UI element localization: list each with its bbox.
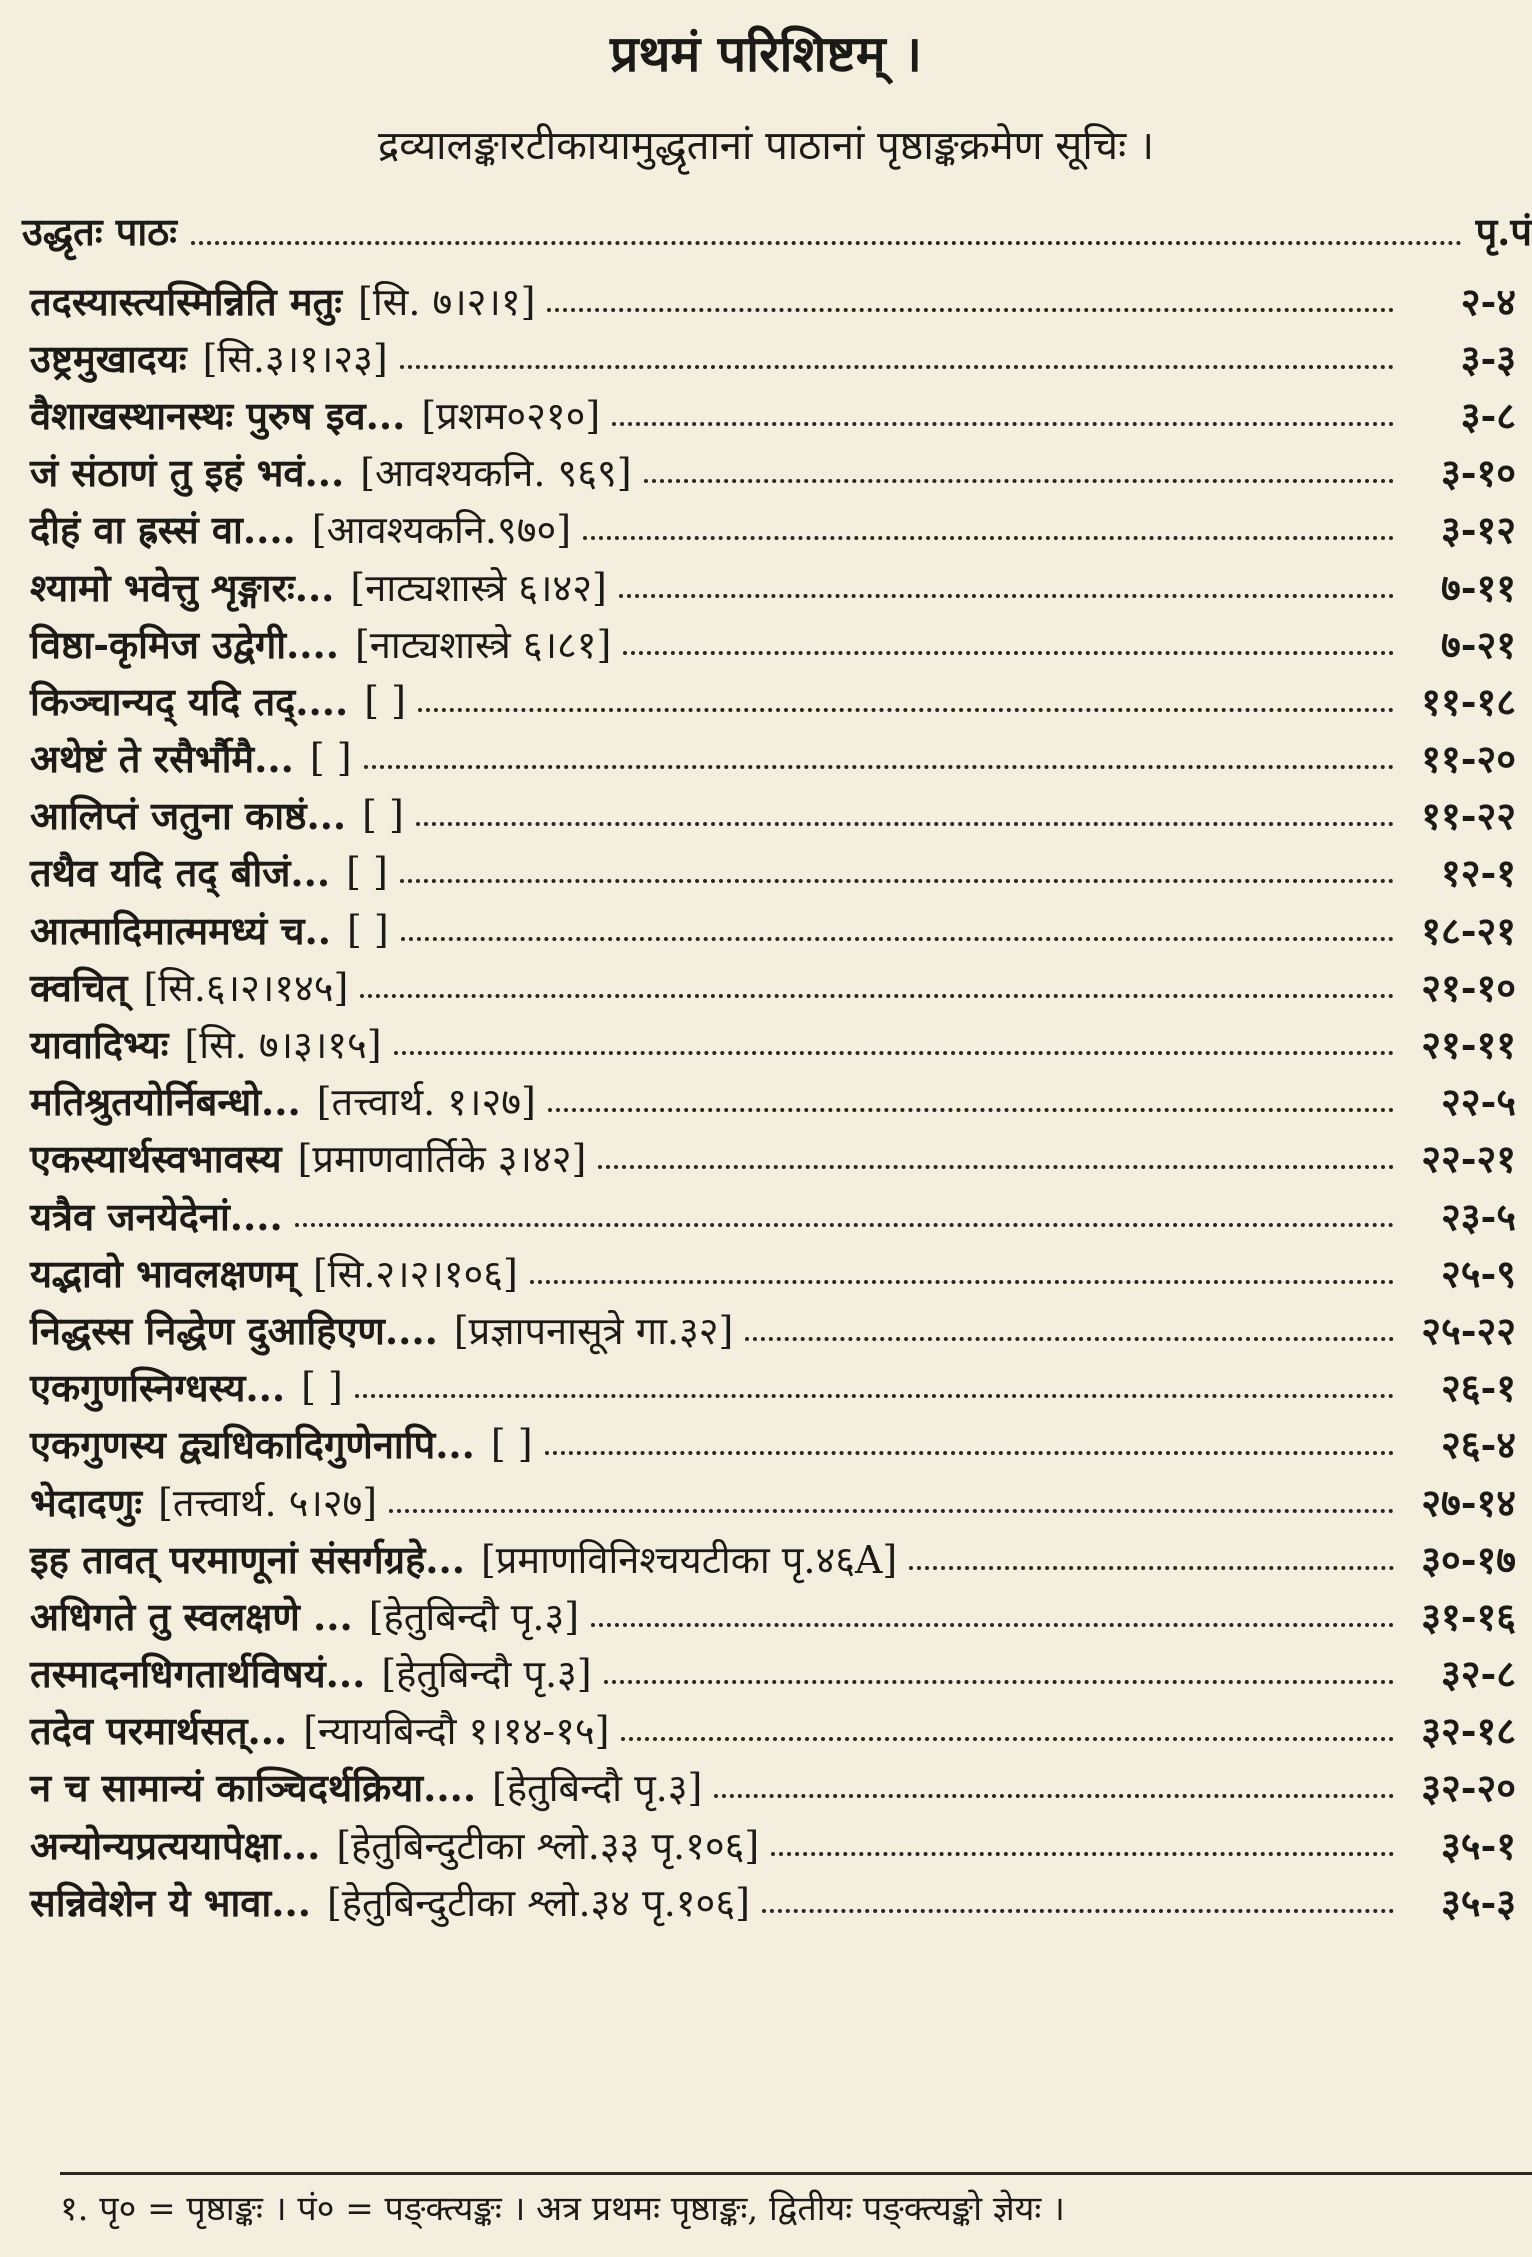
source-reference: [प्रशम०२१०]: [421, 393, 601, 438]
header-page-line: पृ.पं: [1475, 209, 1532, 254]
page-line-number: २२-२१: [1421, 1136, 1516, 1182]
list-item: [0, 1816, 1532, 1873]
quoted-text: आलिप्तं जतुना काष्ठं...: [30, 793, 347, 839]
dot-leader: [771, 1852, 1394, 1856]
page-line-number: २५-२२: [1421, 1307, 1516, 1353]
dot-leader: [623, 651, 1394, 655]
source-reference: [ ]: [490, 1422, 533, 1467]
page-line-number: २१-११: [1421, 1022, 1516, 1068]
footnote: १. पृ० = पृष्ठाङ्कः । पं० = पङ्क्त्यङ्कः । अत्र प्रथमः पृष्ठाङ्कः, द्वितीयः पङ्क्त्यङ्को ज्ञेयः ।: [60, 2189, 1065, 2229]
list-item: [0, 1301, 1532, 1358]
list-item: [0, 1587, 1532, 1644]
source-reference: [तत्त्वार्थ. ५।२७]: [158, 1480, 378, 1525]
dot-leader: [621, 1737, 1394, 1741]
dot-leader: [394, 1051, 1394, 1055]
dot-leader: [295, 1223, 1394, 1227]
page-line-number: ३-१२: [1440, 507, 1516, 553]
page-line-number: ३५-३: [1440, 1879, 1516, 1925]
list-item: [0, 386, 1532, 443]
dot-leader: [545, 1451, 1394, 1455]
quoted-text: जं संठाणं तु इहं भवं...: [30, 450, 345, 496]
page-line-number: २७-१४: [1421, 1479, 1516, 1525]
quoted-text: एकगुणस्य द्व्यधिकादिगुणेनापि...: [30, 1422, 475, 1468]
list-item: [0, 329, 1532, 386]
dot-leader: [418, 708, 1394, 712]
quoted-text: श्यामो भवेत्तु शृङ्गारः...: [30, 564, 335, 610]
list-item: [0, 558, 1532, 615]
list-item: [0, 1073, 1532, 1130]
page-line-number: ३-३: [1460, 335, 1516, 381]
page-line-number: ३२-२०: [1421, 1765, 1516, 1811]
source-reference: [हेतुबिन्दौ पृ.३]: [492, 1766, 703, 1811]
page-line-number: २१-१०: [1421, 964, 1516, 1010]
quoted-text: उष्ट्रमुखादयः: [30, 335, 187, 381]
dot-leader: [619, 594, 1394, 598]
dot-leader: [355, 1394, 1394, 1398]
source-reference: [नाट्यशास्त्रे ६।४२]: [350, 565, 607, 610]
quoted-text: वैशाखस्थानस्थः पुरुष इव...: [30, 392, 406, 438]
page-line-number: २६-१: [1440, 1365, 1516, 1411]
source-reference: [आवश्यकनि.९७०]: [311, 508, 572, 553]
page-line-number: ३५-१: [1440, 1822, 1516, 1868]
source-reference: [सि. ७।२।१]: [358, 279, 536, 324]
page-line-number: २-४: [1460, 278, 1516, 324]
list-item: [0, 844, 1532, 901]
source-reference: [ ]: [301, 1365, 343, 1410]
quoted-text: भेदादणुः: [30, 1479, 143, 1525]
quoted-text: यावादिभ्यः: [30, 1022, 169, 1068]
quoted-text: दीहं वा ह्रस्सं वा....: [30, 507, 296, 553]
list-item: [0, 501, 1532, 558]
list-item: [0, 787, 1532, 844]
quoted-text: एकगुणस्निग्धस्य...: [30, 1365, 286, 1411]
page-line-number: ३०-१७: [1421, 1536, 1516, 1582]
dot-leader: [400, 365, 1394, 369]
dot-leader: [416, 822, 1394, 826]
page-line-number: ३२-८: [1440, 1651, 1516, 1697]
list-item: [0, 1473, 1532, 1530]
page-title: प्रथमं परिशिष्टम् ।: [610, 24, 922, 83]
dot-leader: [547, 308, 1394, 312]
source-reference: [सि. ७।३।१५]: [184, 1023, 382, 1068]
source-reference: [हेतुबिन्दुटीका श्लो.३३ पृ.१०६]: [336, 1823, 760, 1868]
dot-leader: [644, 479, 1394, 483]
page-line-number: ३-१०: [1440, 450, 1516, 496]
quoted-text: निद्धस्स निद्धेण दुआहिएण....: [30, 1307, 438, 1353]
page-line-number: २३-५: [1440, 1193, 1516, 1239]
dot-leader: [714, 1794, 1394, 1798]
quoted-text: एकस्यार्थस्वभावस्य: [30, 1136, 282, 1182]
header-quoted-text: उद्धृतः पाठः: [22, 209, 177, 254]
quoted-text: आत्मादिमात्ममध्यं च..: [30, 907, 331, 953]
source-reference: [ ]: [309, 736, 352, 781]
dot-leader: [598, 1165, 1394, 1169]
page-line-number: २५-९: [1440, 1250, 1516, 1296]
list-item: [0, 672, 1532, 729]
source-reference: [नाट्यशास्त्रे ६।८१]: [354, 622, 612, 667]
quoted-text: तदेव परमार्थसत्...: [30, 1708, 288, 1754]
page-line-number: ३-८: [1460, 392, 1516, 438]
source-reference: [प्रमाणवार्तिके ३।४२]: [297, 1137, 587, 1182]
quoted-text: अथेष्टं ते रसैर्भौमै...: [30, 736, 294, 782]
quoted-text: किञ्चान्यद् यदि तद्....: [30, 678, 349, 724]
quoted-text: सन्निवेशेन ये भावा...: [30, 1879, 311, 1925]
dot-leader: [909, 1566, 1394, 1570]
source-reference: [आवश्यकनि. ९६९]: [360, 451, 632, 496]
dot-leader: [364, 765, 1394, 769]
list-item: [0, 730, 1532, 787]
quoted-text: तदस्यास्त्यस्मिन्निति मतुः: [30, 278, 342, 324]
dot-leader: [762, 1909, 1394, 1913]
list-item: [0, 1702, 1532, 1759]
footnote-divider: [60, 2172, 1532, 2175]
index-list: [0, 272, 1532, 1930]
source-reference: [हेतुबिन्दौ पृ.३]: [381, 1652, 592, 1697]
source-reference: [हेतुबिन्दौ पृ.३]: [368, 1594, 580, 1639]
page-subtitle: द्रव्यालङ्कारटीकायामुद्धृतानां पाठानां पृष्ठाङ्कक्रमेण सूचिः ।: [377, 123, 1155, 169]
list-item: [0, 1416, 1532, 1473]
source-reference: [प्रमाणविनिश्चयटीका पृ.४६A]: [480, 1537, 898, 1582]
list-item: [0, 1187, 1532, 1244]
quoted-text: यद्भावो भावलक्षणम्: [30, 1250, 297, 1296]
dot-leader: [548, 1108, 1394, 1112]
dot-leader: [389, 1509, 1394, 1513]
dot-leader: [400, 879, 1394, 883]
list-item: [0, 1359, 1532, 1416]
index-header: [22, 205, 1532, 257]
dot-leader: [401, 937, 1394, 941]
page-line-number: १२-१: [1440, 850, 1516, 896]
source-reference: [ ]: [346, 907, 389, 952]
dot-leader: [191, 241, 1462, 245]
source-reference: [तत्त्वार्थ. १।२७]: [316, 1080, 536, 1125]
page-line-number: ७-२१: [1440, 621, 1516, 667]
page-line-number: ११-२०: [1421, 736, 1516, 782]
page-line-number: ३२-१८: [1421, 1708, 1516, 1754]
list-item: [0, 1759, 1532, 1816]
dot-leader: [360, 994, 1394, 998]
page-line-number: ३१-१६: [1421, 1593, 1516, 1639]
list-item: [0, 1873, 1532, 1930]
dot-leader: [604, 1680, 1394, 1684]
source-reference: [ ]: [362, 793, 404, 838]
source-reference: [प्रज्ञापनासूत्रे गा.३२]: [453, 1308, 734, 1353]
dot-leader: [530, 1280, 1394, 1284]
quoted-text: मतिश्रुतयोर्निबन्धो...: [30, 1079, 301, 1125]
dot-leader: [583, 536, 1394, 540]
page-line-number: २२-५: [1440, 1079, 1516, 1125]
quoted-text: विष्ठा-कृमिज उद्वेगी....: [30, 621, 339, 667]
list-item: [0, 1130, 1532, 1187]
dot-leader: [612, 422, 1394, 426]
source-reference: [न्यायबिन्दौ १।१४-१५]: [303, 1709, 610, 1754]
list-item: [0, 1530, 1532, 1587]
list-item: [0, 615, 1532, 672]
quoted-text: यत्रैव जनयेदेनां....: [30, 1193, 283, 1239]
list-item: [0, 272, 1532, 329]
quoted-text: अधिगते तु स्वलक्षणे ...: [30, 1593, 353, 1639]
source-reference: [हेतुबिन्दुटीका श्लो.३४ पृ.१०६]: [326, 1880, 750, 1925]
list-item: [0, 1645, 1532, 1702]
quoted-text: अन्योन्यप्रत्ययापेक्षा...: [30, 1822, 321, 1868]
page-line-number: १८-२१: [1421, 907, 1516, 953]
list-item: [0, 444, 1532, 501]
page-line-number: ११-१८: [1421, 678, 1516, 724]
quoted-text: इह तावत् परमाणूनां संसर्गग्रहे...: [30, 1536, 465, 1582]
source-reference: [ ]: [364, 678, 406, 723]
page-line-number: ११-२२: [1421, 793, 1516, 839]
quoted-text: न च सामान्यं काञ्चिदर्थक्रिया....: [30, 1765, 477, 1811]
page-line-number: ७-११: [1440, 564, 1516, 610]
dot-leader: [591, 1623, 1394, 1627]
source-reference: [सि.२।२।१०६]: [312, 1251, 518, 1296]
dot-leader: [745, 1337, 1394, 1341]
list-item: [0, 958, 1532, 1015]
quoted-text: तस्मादनधिगतार्थविषयं...: [30, 1651, 366, 1697]
source-reference: [सि.६।२।१४५]: [143, 965, 349, 1010]
source-reference: [सि.३।१।२३]: [202, 336, 388, 381]
quoted-text: तथैव यदि तद् बीजं...: [30, 850, 331, 896]
source-reference: [ ]: [346, 850, 388, 895]
page-line-number: २६-४: [1440, 1422, 1516, 1468]
quoted-text: क्वचित्: [30, 964, 128, 1010]
list-item: [0, 1015, 1532, 1072]
list-item: [0, 901, 1532, 958]
list-item: [0, 1244, 1532, 1301]
